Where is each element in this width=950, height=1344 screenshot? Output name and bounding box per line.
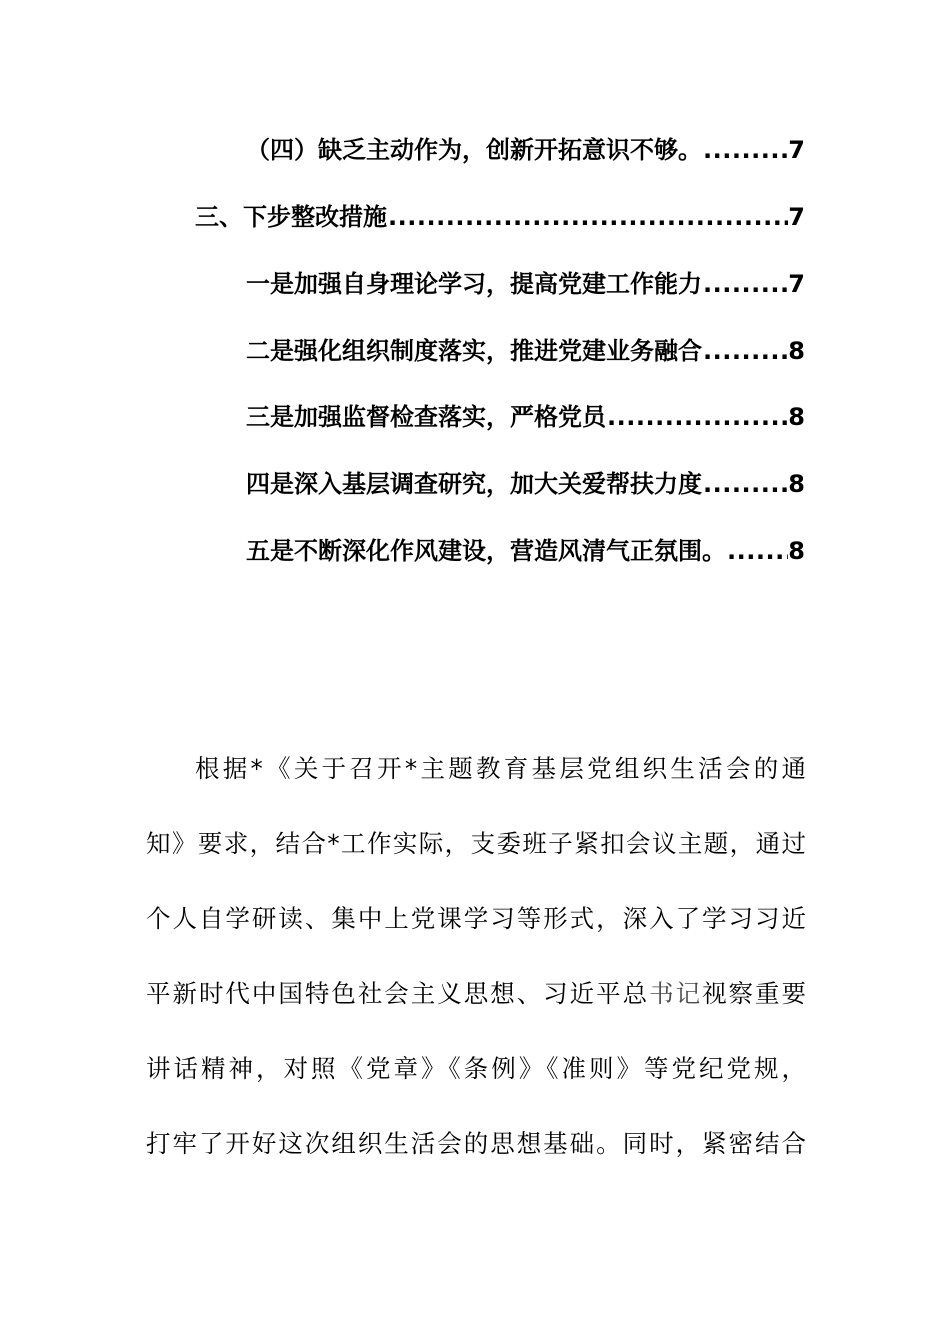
toc-entry[interactable] — [246, 264, 805, 304]
toc-entry-page: 8 — [788, 537, 805, 565]
toc-entry[interactable] — [246, 130, 805, 170]
toc-entry-page: 7 — [788, 270, 805, 298]
keyword-link[interactable]: 书记 — [649, 979, 703, 1008]
toc-dot-leader — [606, 397, 788, 437]
body-line: 根据*《关于召开*主题教育基层党组织生活会的通 — [195, 754, 806, 783]
body-line: 个人自学研读、集中上党课学习等形式，深入了学习习近 — [146, 904, 806, 933]
toc-entry[interactable] — [246, 397, 805, 437]
toc-entry[interactable] — [195, 197, 805, 237]
toc-entry-page: 7 — [788, 136, 805, 164]
body-line: 打牢了开好这次组织生活会的思想基础。同时，紧密结合 — [146, 1129, 806, 1158]
body-text-segment: 视察重要 — [702, 979, 807, 1008]
toc-entry-title: 三是加强监督检查落实，严格党员 — [246, 403, 606, 431]
toc-dot-leader — [702, 130, 788, 170]
body-text-segment: 平新时代中国特色社会主义思想、习近平总 — [146, 979, 650, 1008]
toc-entry-title: （四）缺乏主动作为，创新开拓意识不够。 — [246, 136, 702, 164]
toc-entry[interactable] — [246, 464, 805, 504]
toc-dot-leader — [702, 331, 788, 371]
body-line — [146, 956, 806, 1031]
toc-entry-title: 五是不断深化作风建设，营造风清气正氛围。 — [246, 537, 726, 565]
toc-dot-leader — [702, 464, 788, 504]
toc-entry-title: 三、下步整改措施 — [195, 203, 387, 231]
toc-dot-leader — [702, 264, 788, 304]
toc-entry-title: 一是加强自身理论学习，提高党建工作能力 — [246, 270, 702, 298]
toc-entry-page: 8 — [788, 337, 805, 365]
toc-entry-page: 8 — [788, 403, 805, 431]
body-line: 知》要求，结合*工作实际，支委班子紧扣会议主题，通过 — [146, 829, 806, 858]
toc-dot-leader — [387, 197, 788, 237]
toc-entry[interactable] — [246, 531, 805, 571]
toc-entry-page: 7 — [788, 203, 805, 231]
body-paragraph — [146, 731, 806, 1181]
toc-entry-title: 二是强化组织制度落实，推进党建业务融合 — [246, 337, 702, 365]
toc-dot-leader — [726, 531, 788, 571]
toc-entry[interactable] — [246, 331, 805, 371]
toc-entry-title: 四是深入基层调查研究，加大关爱帮扶力度 — [246, 470, 702, 498]
toc-entry-page: 8 — [788, 470, 805, 498]
body-line: 讲话精神，对照《党章》《条例》《准则》等党纪党规， — [146, 1054, 806, 1083]
